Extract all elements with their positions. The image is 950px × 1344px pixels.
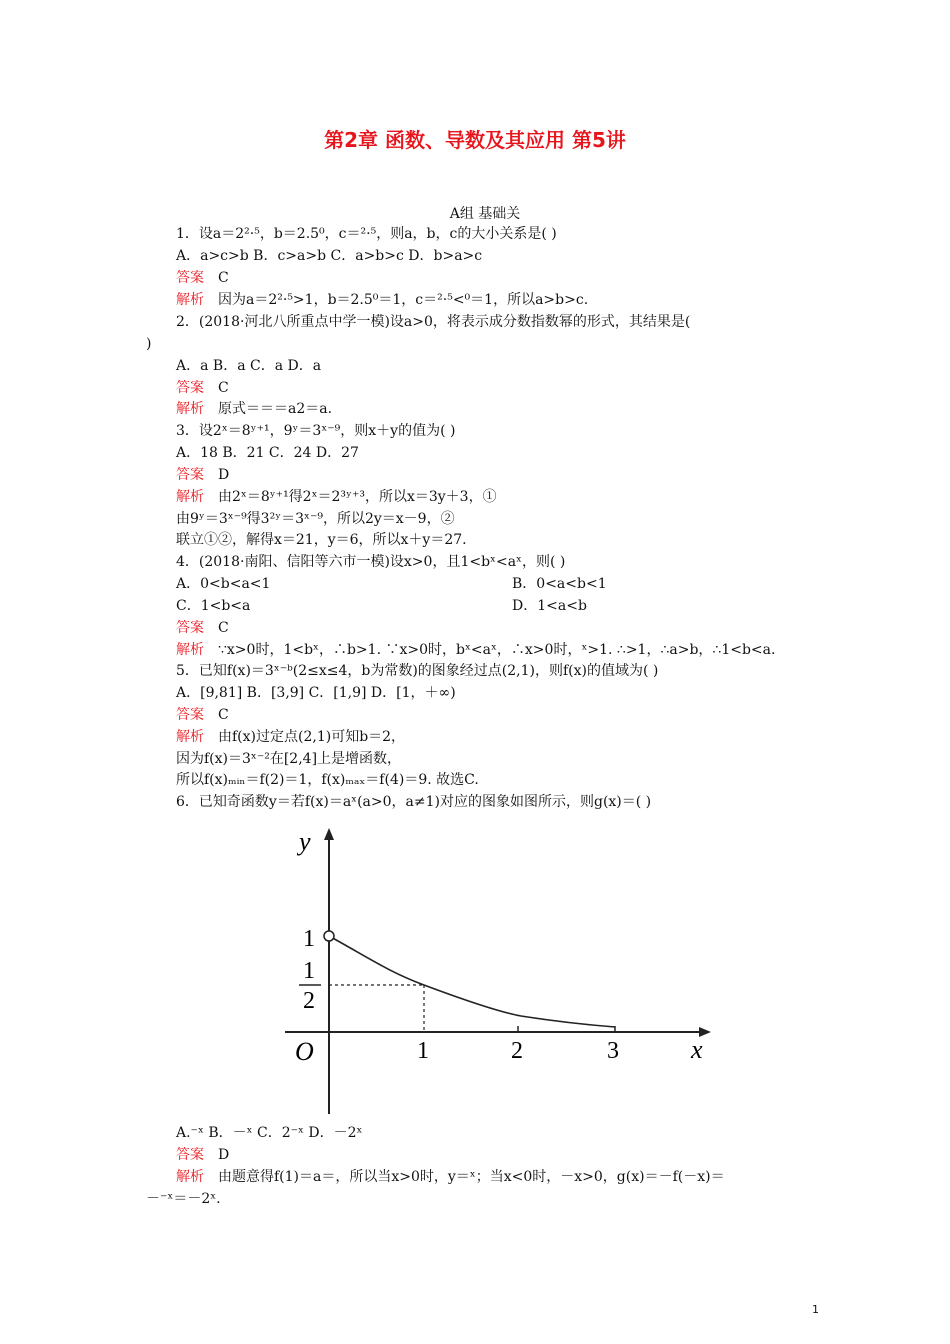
question-2-options: A．a B．a C．a D．a (176, 358, 322, 374)
exponential-graph (259, 822, 725, 1118)
analysis-text: 由f(x)过定点(2,1)可知b＝2， (218, 729, 406, 745)
analysis-label: 解析 (176, 1169, 204, 1185)
question-2-close: ) (146, 336, 152, 352)
question-6-answer (176, 1145, 229, 1165)
y-tick-label-half-denominator: 2 (303, 988, 315, 1014)
analysis-label: 解析 (176, 401, 204, 417)
question-2-answer (176, 378, 229, 398)
question-5-analysis-line-3: 所以f(x)ₘᵢₙ＝f(2)＝1，f(x)ₘₐₓ＝f(4)＝9. 故选C. (176, 772, 479, 788)
section-heading: A组 基础关 (449, 206, 521, 222)
analysis-label: 解析 (176, 489, 204, 505)
answer-label: 答案 (176, 620, 204, 636)
answer-label: 答案 (176, 380, 204, 396)
question-6-analysis (176, 1167, 725, 1187)
question-4: 4．(2018·南阳、信阳等六市一模)设x>0，且1<bˣ<aˣ，则( ) (176, 554, 566, 570)
question-3-answer (176, 465, 229, 485)
y-tick-label-1: 1 (303, 926, 315, 952)
answer-label: 答案 (176, 270, 204, 286)
question-4-answer (176, 618, 229, 638)
question-6: 6．已知奇函数y＝若f(x)＝aˣ(a>0，a≠1)对应的图象如图所示，则g(x)＝( ) (176, 794, 652, 810)
open-circle-point (324, 931, 334, 941)
question-5: 5．已知f(x)＝3ˣ⁻ᵇ(2≤x≤4，b为常数)的图象经过点(2,1)，则f(x)的值域为( ) (176, 663, 659, 679)
x-axis-label: x (691, 1035, 703, 1064)
y-axis-label: y (299, 827, 311, 856)
question-6-options: A.⁻ˣ B．－ˣ C．2⁻ˣ D．－2ˣ (176, 1125, 363, 1141)
question-4-option-c: C．1<b<a (176, 598, 251, 614)
question-2: 2．(2018·河北八所重点中学一模)设a>0，将表示成分数指数幂的形式，其结果是( (176, 314, 691, 330)
answer-value: C (218, 620, 229, 636)
question-5-answer (176, 705, 229, 725)
analysis-text: 原式＝＝＝a2＝a. (218, 401, 333, 417)
question-1-options: A．a>c>b B．c>a>b C．a>b>c D．b>a>c (176, 248, 483, 264)
analysis-label: 解析 (176, 292, 204, 308)
answer-label: 答案 (176, 707, 204, 723)
y-tick-label-half-numerator: 1 (303, 958, 315, 984)
origin-label: O (295, 1037, 314, 1066)
question-1-analysis (176, 290, 588, 310)
answer-value: D (218, 467, 230, 483)
question-4-analysis (176, 640, 775, 660)
question-5-analysis (176, 727, 405, 747)
answer-value: C (218, 270, 229, 286)
question-3-analysis-line-2: 由9ʸ＝3ˣ⁻⁹得3²ʸ＝3ˣ⁻⁹，所以2y＝x－9，② (176, 511, 455, 527)
question-3-options: A．18 B．21 C．24 D．27 (176, 445, 359, 461)
x-tick-label-3: 3 (607, 1038, 619, 1064)
question-1: 1．设a＝2²·⁵，b＝2.5⁰，c＝²·⁵，则a，b，c的大小关系是( ) (176, 226, 557, 242)
analysis-label: 解析 (176, 729, 204, 745)
question-5-options: A．[9,81] B．[3,9] C．[1,9] D．[1，＋∞) (176, 685, 456, 701)
curve (329, 936, 615, 1027)
answer-value: C (218, 380, 229, 396)
analysis-text: 由2ˣ＝8ʸ⁺¹得2ˣ＝2³ʸ⁺³，所以x＝3y＋3，① (218, 489, 497, 505)
analysis-text: ∵x>0时，1<bˣ，∴b>1. ∵x>0时，bˣ<aˣ，∴x>0时，ˣ>1. ∴>1，∴a>b，∴1<b<a. (218, 642, 776, 658)
question-3: 3．设2ˣ＝8ʸ⁺¹，9ʸ＝3ˣ⁻⁹，则x＋y的值为( ) (176, 423, 456, 439)
question-4-option-d: D．1<a<b (512, 598, 587, 614)
x-tick-label-2: 2 (511, 1038, 523, 1064)
question-4-option-b: B．0<a<b<1 (512, 576, 607, 592)
answer-label: 答案 (176, 467, 204, 483)
question-6-analysis-line-2: －⁻ˣ＝－2ˣ. (146, 1191, 221, 1207)
question-4-option-a: A．0<b<a<1 (176, 576, 271, 592)
question-3-analysis-line-3: 联立①②，解得x＝21，y＝6，所以x＋y＝27. (176, 532, 467, 548)
x-tick-label-1: 1 (417, 1038, 429, 1064)
analysis-label: 解析 (176, 642, 204, 658)
analysis-text: 由题意得f(1)＝a＝，所以当x>0时，y＝ˣ；当x<0时，－x>0，g(x)＝－f(－x)＝ (218, 1169, 725, 1185)
question-2-analysis (176, 399, 332, 419)
question-5-analysis-line-2: 因为f(x)＝3ˣ⁻²在[2,4]上是增函数， (176, 751, 402, 767)
page-number: 1 (812, 1303, 819, 1316)
answer-value: D (218, 1147, 230, 1163)
answer-label: 答案 (176, 1147, 204, 1163)
analysis-text: 因为a＝2²·⁵>1，b＝2.5⁰＝1，c＝²·⁵<⁰＝1，所以a>b>c. (218, 292, 589, 308)
page-title: 第2章 函数、导数及其应用 第5讲 (324, 128, 626, 152)
question-1-answer (176, 268, 229, 288)
answer-value: C (218, 707, 229, 723)
question-3-analysis (176, 487, 497, 507)
y-axis-arrow (324, 828, 334, 840)
